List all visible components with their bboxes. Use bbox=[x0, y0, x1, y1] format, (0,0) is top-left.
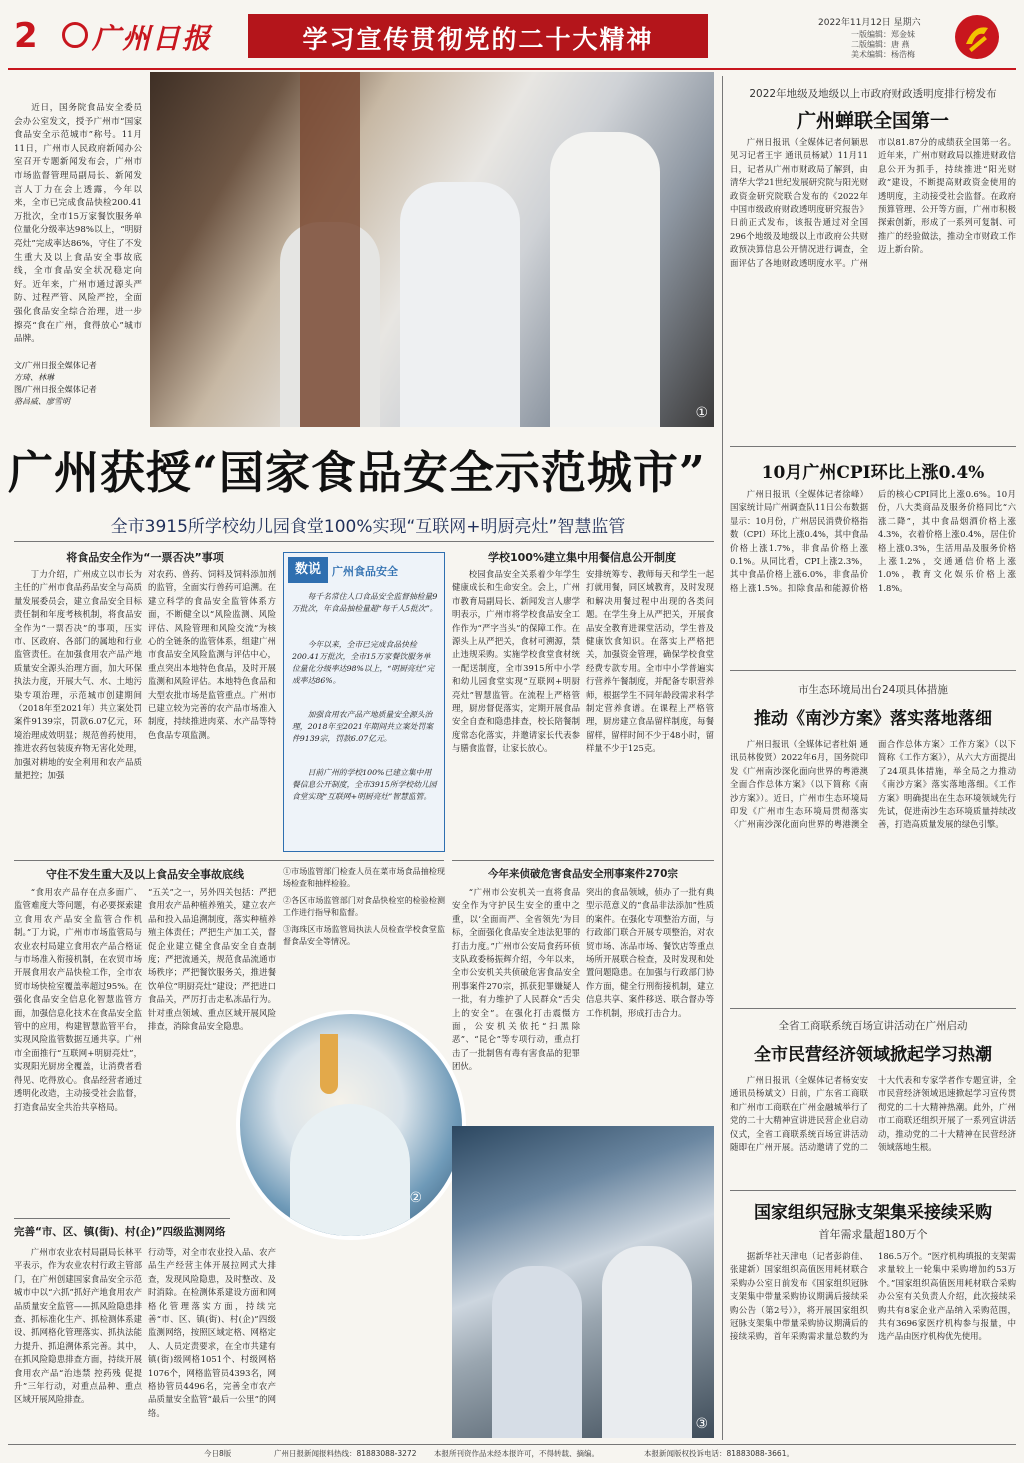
article-4-kicker: 全省工商联系统百场宣讲活动在广州启动 bbox=[778, 1020, 968, 1032]
article-rule bbox=[730, 446, 1016, 447]
caption-3: ③海珠区市场监管局执法人员检查学校食堂监督食品安全等情况。 bbox=[283, 924, 445, 947]
photo-person-figure bbox=[492, 1266, 582, 1438]
article-rule bbox=[730, 670, 1016, 671]
photo-inspection bbox=[150, 72, 714, 427]
article-1-text: 广州日报讯（全媒体记者何颖思 见习记者王宇 通讯员杨斌）11月11日，记者从广州市财政局了解到，由清华大学21世纪发展研究院与阳光财政资金研究院联合发布的《2022年中国市级政府财政透明度研究报告》日前正式发布，该报告通过对全国296个地级及地级以上市政府公共财政预决算信息公开情况进行调查，全面评估了各地财政透明度水平。广州市以81.87分的成绩获全国第一名。近年来，广州市财政局以推进财政信息公开为抓手，持续推进“阳光财政”建设，不断提高财政资金使用的透明度，主动接受社会监督。在政府预算管理、公开等方面，广州市积极探索创新，形成了一系列可复制、可推广的经验做法，推动全市财政工作迈上新台阶。 bbox=[730, 137, 1016, 268]
photo-3-label: ③ bbox=[695, 1416, 708, 1432]
headline-rule bbox=[14, 541, 714, 542]
section-1-para-1: 丁力介绍，广州成立以市长为主任的广州市食品药品安全与高质量发展委员会，建立食品安全目标责任制和年度考核机制，将食品安全作为“一票否决”的事项，压实市、区政府、各部门的属地和行业监管责任。在加强食用农产品产地质量安全源头治理方面，加大环保执法力度，开展大气、水、土地污染专项治理，示范城市创建期间（2018年至2021年）共立案处罚案件9139宗，罚款6.07亿元，环境治理成效明显；规范兽药使用，推进农药包装废弃物无害化处理，加强对耕地的安全利用和农产品质量把控；加强 bbox=[14, 569, 142, 781]
article-rule bbox=[730, 1190, 1016, 1191]
page-number: 2 bbox=[14, 16, 38, 56]
article-3-text: 广州日报讯（全媒体记者杜娟 通讯员林俊贤）2022年6月，国务院印发《广州南沙深化面向世界的粤港澳全面合作总体方案》（以下简称《南沙方案》）。近日，广州市生态环境局印发《广州市生态环境局贯彻落实〈广州南沙深化面向世界的粤港澳全面合作总体方案〉工作方案》（以下简称《工作方案》），从六大方面提出了24项具体措施，举全局之力推动《南沙方案》落实落地落细。《工作方案》明确提出在生态环境领域先行先试，促进南沙生态环境质量持续改善，打造高质量发展的绿色引擎。 bbox=[730, 739, 1016, 830]
infobox-tag: 数说 bbox=[288, 557, 328, 583]
article-rule bbox=[730, 1008, 1016, 1009]
section-5-para-1: “广州市公安机关一直将食品安全作为守护民生安全的重中之重，以‘全面而严、全省领先’为目标，全面强化食品安全违法犯罪的打击力度。”广州市公安局食药环侦支队政委杨振辉介绍，今年以来，全市公安机关共侦破危害食品安全刑事案件270宗，抓获犯罪嫌疑人一批，有力维护了人民群众“舌尖上的安全”。在强化打击震慑方面，公安机关依托“扫黑除恶”、“昆仑”等专项行动，重点打击了一批制售有毒有害食品的犯罪团伙。 bbox=[452, 887, 580, 1072]
section-1-para-2: 对农药、兽药、饲料及饲料添加剂的监管，全面实行兽药可追溯。在建立科学的食品安全监管体系方面，不断健全以“风险监测、风险评估、风险管理和风险交流”为核心的全链条的监管体系，组建广州市食品安全风险监测与评估中心，重点突出本地特色食品，及时开展监测和风险评估。本地特色食品和大型农批市场是监管重点。广州市已建立较为完善的农产品市场准入制度，持续推进肉菜、水产品等特色食品专项监测。 bbox=[148, 569, 276, 740]
article-3-headline: 推动《南沙方案》落实落地落细 bbox=[754, 709, 992, 729]
photo-person-figure bbox=[400, 182, 520, 427]
section-4-para-2: 安排统筹专、教师每天和学生一起打就用餐，同区域教育，及时发现和解决用餐过程中出现的各类问题。在学生身上从严把关，开展食品安全教育进课堂活动，学生普及健康饮食知识。在落实上严格把关，加强资金管理，确保学校食堂经费专款专用。全市中小学普遍实行营养午餐制度，并配备专职营养师，根据学生不同年龄段需求科学制定营养食谱。在课程上严格管理，厨房建立食品留样制度，每餐留样，留样时间不少于48小时，留样量不少于125克。 bbox=[586, 569, 714, 754]
photo-person-figure bbox=[602, 1246, 692, 1438]
article-5-text: 据新华社天津电（记者彭韵佳、张建新）国家组织高值医用耗材联合采购办公室日前发布《国家组织冠脉支架集中带量采购协议期满后接续采购公告（第2号）》，将开展国家组织冠脉支架集中带量采购协议期满后的接续采购，首年采购需求量总数约为186.5万个。“医疗机构填报的支架需求量较上一轮集中采购增加约53万个。”国家组织高值医用耗材联合采购办公室有关负责人介绍，此次接续采购共有8家企业产品纳入采购范围，共有3696家医疗机构参与报量，中选产品由医疗机构优先使用。 bbox=[730, 1251, 1016, 1342]
section-2-title: 守住不发生重大及以上食品安全事故底线 bbox=[46, 868, 244, 881]
footer bbox=[14, 1448, 1016, 1460]
section-3-para-1: 广州市农业农村局副局长林平平表示，作为农业农村行政主管部门，在广州创建国家食品安全示范城市中以“六抓”抓好产地食用农产品质量安全监管——抓风险隐患排查、抓标准化生产、抓检测体系建设、抓网格化管理落实、抓执法能力提升、抓追溯体系完善。其中，在抓风险隐患排查方面，持续开展食用农产品“治违禁 控药残 促提升”三年行动，对重点品种、重点区域开展风险排查。 bbox=[14, 1247, 142, 1405]
editor-1: 一版编辑：郑金妹 bbox=[851, 30, 915, 39]
footer-pages: 今日8版 bbox=[204, 1449, 232, 1458]
section-3-title: 完善“市、区、镇(街)、村(企)”四级监测网络 bbox=[14, 1226, 226, 1238]
photo-lab-test bbox=[236, 1010, 466, 1240]
section-4-title: 学校100%建立集中用餐信息公开制度 bbox=[488, 551, 676, 564]
infobox-title: 广州食品安全 bbox=[332, 565, 398, 578]
byline-1-label: 文/广州日报全媒体记者 bbox=[14, 361, 97, 370]
article-3-kicker: 市生态环境局出台24项具体措施 bbox=[798, 684, 948, 696]
article-5-headline: 国家组织冠脉支架集采接续采购 bbox=[754, 1203, 992, 1223]
photo-2-label: ② bbox=[409, 1190, 422, 1206]
infobox bbox=[283, 552, 445, 852]
article-2-headline: 10月广州CPI环比上涨0.4% bbox=[761, 463, 985, 483]
photo-school-canteen bbox=[452, 1126, 714, 1438]
caption-2: ②各区市场监管部门对食品快检室的检验检测工作进行指导和监督。 bbox=[283, 895, 445, 918]
masthead bbox=[0, 0, 1024, 70]
photo-person-figure bbox=[290, 1104, 410, 1240]
main-headline: 广州获授“国家食品安全示范城市” bbox=[8, 446, 706, 499]
captions-block bbox=[283, 866, 445, 948]
section-3-para-2-cont bbox=[282, 1246, 446, 1440]
section-3-para-2: 行动等，对全市农业投入品、农产品生产经营主体开展拉网式大排查，发现风险隐患，及时整改、及时消除。在检测体系建设方面和网格化管理落实方面，持续完善“市、区、镇(街)、村(企)”四级监测网络，按照区域定格、网格定人、人员定责要求，在全市共建有镇(街)级网格1051个、村级网格1076个，网格监管员4393名，网格协管员4496名，完善全市农产品质量安全监管“最后一公里”的网络。 bbox=[148, 1247, 276, 1418]
section-5-title: 今年来侦破危害食品安全刑事案件270宗 bbox=[488, 868, 678, 880]
photo-test-tube bbox=[320, 1034, 338, 1094]
section-rule bbox=[14, 1218, 230, 1219]
footer-rule bbox=[8, 1444, 1016, 1445]
lead-paragraph: 近日，国务院食品安全委员会办公室发文，授予广州市“国家食品安全示范城市”称号。11月11日，广州市人民政府新闻办公室召开专题新闻发布会，广州市市场监督管理局副局长、新闻发言人丁力在会上透露，今年以来，全市已完成食品快检200.41万批次，全市15万家餐饮服务单位量化分级率达98%以上，“明厨亮灶”完成率达86%，守住了不发生重大及以上食品安全事故底线，全市食品安全状况稳定向好。近年来，广州市通过源头严防、过程严管、风险严控，全面强化食品安全综合治理，进一步擦亮“食在广州，食得放心”城市品牌。 bbox=[14, 103, 142, 345]
article-4-text: 广州日报讯（全媒体记者杨安安 通讯员杨斌文）日前，广东省工商联和广州市工商联在广州金融城举行了党的二十大精神宣讲进民营企业启动仪式，全省工商联系统百场宣讲活动随即在广州开展。活动邀请了党的二十大代表和专家学者作专题宣讲，全市民营经济领域迅速掀起学习宣传贯彻党的二十大精神热潮。此外，广州市工商联还组织开展了一系列宣讲活动，推动党的二十大精神在民营经济领域落地生根。 bbox=[730, 1075, 1016, 1153]
section-5-para-2: 突出的食品领域，侦办了一批有典型示范意义的“食品非法添加”性质的案件。在强化专项整治方面，与行政部门联合开展专项整治，对农贸市场、冻品市场、餐饮店等重点场所开展联合检查，及时发现和处置问题隐患。在加强与行政部门协作方面，健全行刑衔接机制，建立信息共享、案件移送、联合督办等工作机制，形成打击合力。 bbox=[586, 887, 714, 1018]
article-4-headline: 全市民营经济领域掀起学习热潮 bbox=[754, 1045, 992, 1065]
infobox-item: 目前广州的学校100%已建立集中用餐信息公开制度，全市3915所学校幼儿园食堂实现“互联网+明厨亮灶”智慧监管。 bbox=[292, 768, 437, 801]
article-1-kicker: 2022年地级及地级以上市政府财政透明度排行榜发布 bbox=[749, 88, 997, 100]
infobox-item: 每千名常住人口食品安全监督抽检量9万批次，年食品抽检量超“每千人5批次”。 bbox=[292, 592, 438, 613]
party-emblem-icon bbox=[954, 14, 1000, 60]
article-5-subheadline: 首年需求量超180万个 bbox=[818, 1228, 928, 1241]
caption-1: ①市场监管部门检查人员在菜市场食品抽检现场检查和抽样检验。 bbox=[283, 867, 445, 889]
photo-1-label: ① bbox=[695, 405, 708, 421]
footer-notice: 本报所刊资作品未经本报许可，不得转载、摘编。 bbox=[434, 1449, 599, 1458]
masthead-rule bbox=[8, 68, 1016, 70]
byline-1 bbox=[14, 360, 142, 408]
article-2-text: 广州日报讯（全媒体记者徐峰）国家统计局广州调查队11日公布数据显示：10月份，广州居民消费价格指数（CPI）环比上涨0.4%，其中食品价格上涨1.7%，非食品价格上涨0.1%。从同比看，CPI上涨2.3%，其中食品价格上涨6.0%，非食品价格上涨1.5%。扣除食品和能源价格后的核心CPI同比上涨0.6%。10月份，八大类商品及服务价格同比“六涨二降”，其中食品烟酒价格上涨4.3%，衣着价格上涨0.4%，居住价格上涨0.3%，生活用品及服务价格上涨1.2%，交通通信价格上涨1.0%，教育文化娱乐价格上涨1.8%。 bbox=[730, 489, 1016, 593]
footer-hotline: 广州日报新闻报料热线：81883088-3272 bbox=[274, 1449, 417, 1458]
section-rule bbox=[452, 860, 714, 861]
section-2-para-1: “食用农产品存在点多面广、监管难度大等问题，有必要探索建立食用农产品安全监管合作机制。”丁力说，广州市市场监管局与农业农村局建立食用农产品合格证与市场准入衔接机制，在农贸市场开展食用农产品快检工作，全市农贸市场快检室覆盖率超过95%。在强化食品安全信息化智慧监管方面，加强信息化技术在食品安全监管中的应用，构建智慧监管平台，实现风险监管数据互通共享。广州市全面推行“互联网+明厨亮灶”，实现阳光厨房全覆盖，让消费者看得见、吃得放心。食品经营者通过透明化改造，主动接受社会监督，打造食品安全共治共享格局。 bbox=[14, 887, 142, 1112]
photo-person-figure bbox=[550, 132, 660, 427]
paper-name: 广州日报 bbox=[92, 22, 213, 55]
infobox-item: 加强食用农产品产地质量安全源头治理，2018年至2021年期间共立案处罚案件9139宗，罚款6.07亿元。 bbox=[292, 710, 434, 743]
editor-2: 二版编辑：唐 燕 bbox=[851, 40, 910, 49]
main-subheadline: 全市3915所学校幼儿园食堂100%实现“互联网+明厨亮灶”智慧监管 bbox=[110, 517, 626, 537]
section-title: 学习宣传贯彻党的二十大精神 bbox=[302, 25, 654, 54]
article-1-headline: 广州蝉联全国第一 bbox=[796, 110, 949, 132]
section-2-para-2: “五关”之一，另外四关包括：严把食用农产品种植养殖关，建立农产品和投入品追溯制度，落实种植养殖主体责任；严把生产加工关，督促企业建立健全食品安全自查制度；严把流通关，规范食品流通市场秩序；严把餐饮服务关，推进餐饮单位“明厨亮灶”建设；严把进口食品关，严厉打击走私冻品行为。针对重点领域、重点区域开展风险排查，消除食品安全隐患。 bbox=[148, 887, 276, 1032]
newspaper-logo-icon bbox=[62, 22, 88, 48]
footer-rights: 本报新闻版权投诉电话：81883088-3661。 bbox=[644, 1449, 794, 1458]
infobox-item: 今年以来，全市已完成食品快检200.41万批次，全市15万家餐饮服务单位量化分级率达98%以上，“明厨亮灶”完成率达86%。 bbox=[292, 640, 435, 685]
section-1-title: 将食品安全作为“一票否决”事项 bbox=[66, 551, 224, 564]
byline-2-names: 骆昌威、廖雪明 bbox=[14, 397, 70, 406]
section-4-para-1: 校园食品安全关系着少年学生健康成长和生命安全。会上，广州市教育局副局长、新闻发言人廖学明表示，广州市将学校食品安全工作作为“严字当头”的保障工作。在源头上从严把关，食材可溯源，禁止违规采购。实施学校食堂食材统一配送制度，全市3915所中小学和幼儿园食堂实现“互联网+明厨亮灶”智慧监管。在流程上严格管理，厨房督促落实，定期开展食品安全自查和隐患排查，校长陪餐制度常态化落实，并邀请家长代表参与膳食监督，让家长放心。 bbox=[452, 569, 580, 754]
editor-3: 美术编辑：杨浩梅 bbox=[851, 50, 915, 59]
issue-date: 2022年11月12日 星期六 bbox=[818, 18, 921, 28]
byline-2-label: 图/广州日报全媒体记者 bbox=[14, 385, 97, 394]
photo-hanging-ham bbox=[300, 72, 360, 427]
byline-1-names: 方琦、林琳 bbox=[14, 373, 54, 382]
column-divider bbox=[722, 76, 723, 1440]
section-rule bbox=[14, 860, 444, 861]
